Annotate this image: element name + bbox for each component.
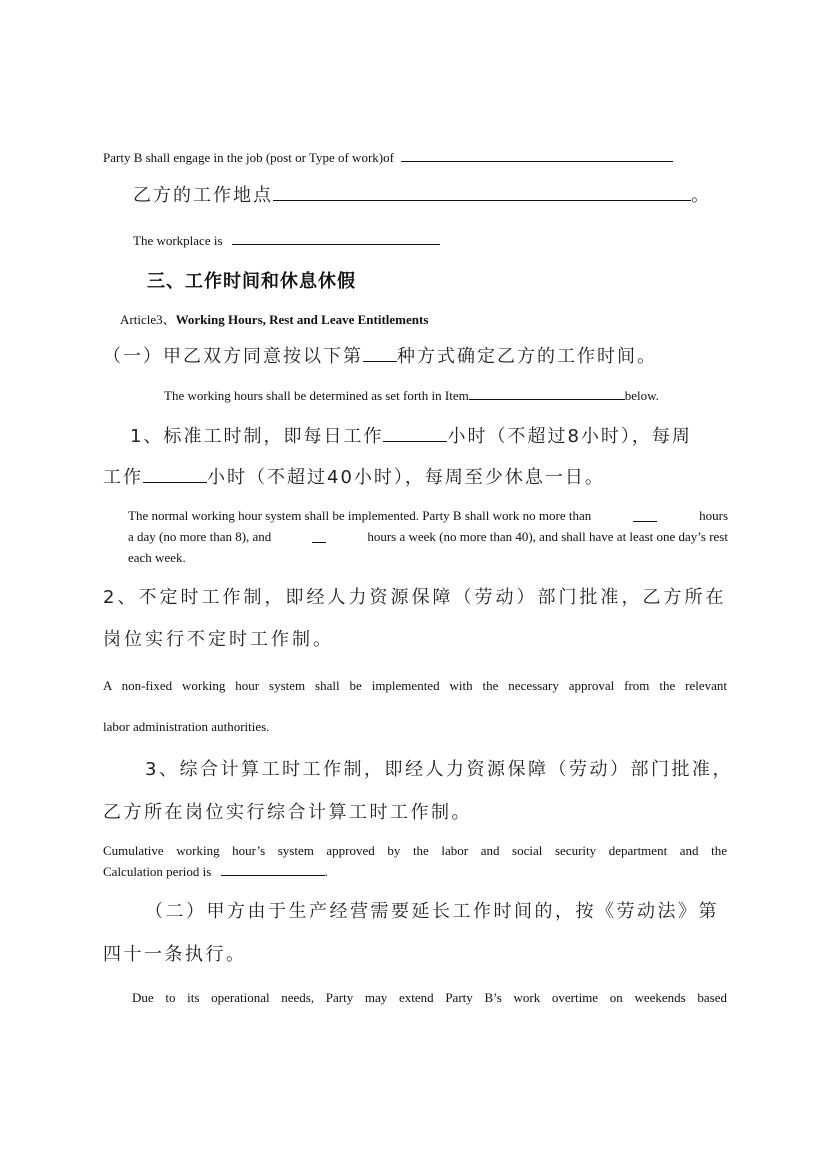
workplace-zh-blank[interactable] bbox=[273, 199, 691, 201]
nonfixed-zh-line1: 2、不定时工作制，即经人力资源保障（劳动）部门批准，乙方所在 bbox=[103, 587, 727, 608]
section-heading: 三、工作时间和休息休假 bbox=[147, 271, 356, 292]
std-zh-1a: 1、标准工时制，即每日工作 bbox=[130, 426, 384, 447]
std-zh-2b: 小时（不超过40小时），每周至少休息一日。 bbox=[207, 467, 605, 488]
std-zh-line2 bbox=[103, 466, 605, 490]
std-en-2a: a day (no more than 8), and bbox=[128, 529, 272, 544]
std-en-line2 bbox=[128, 529, 728, 545]
job-blank[interactable] bbox=[401, 160, 673, 162]
workplace-zh-line bbox=[133, 184, 711, 208]
std-en-2b: hours a week (no more than 40), and shall have at least one day’s rest bbox=[367, 529, 728, 544]
item1-zh-line bbox=[103, 345, 657, 369]
cum-en-2b: . bbox=[324, 864, 328, 879]
std-zh-line1 bbox=[130, 425, 692, 449]
item1-en-line bbox=[164, 388, 659, 404]
cum-zh-line2: 乙方所在岗位实行综合计算工时工作制。 bbox=[103, 802, 472, 823]
ot-zh-line2: 四十一条执行。 bbox=[103, 944, 247, 965]
cum-zh-line1: 3、综合计算工时工作制，即经人力资源保障（劳动）部门批准， bbox=[145, 759, 733, 780]
nonfixed-en-line1: A non-fixed working hour system shall be implemented with the necessary approval from the relevant bbox=[103, 678, 727, 693]
nonfixed-zh-line2: 岗位实行不定时工作制。 bbox=[103, 629, 334, 650]
std-en-week-blank[interactable] bbox=[312, 541, 326, 543]
article-heading bbox=[120, 312, 428, 328]
cum-en-line1: Cumulative working hour’s system approved by the labor and social security department and the bbox=[103, 843, 727, 858]
item1-zh-blank[interactable] bbox=[363, 360, 397, 362]
workplace-en-blank[interactable] bbox=[232, 243, 440, 245]
article-prefix: Article3、 bbox=[120, 312, 176, 327]
cum-en-2a: Calculation period is bbox=[103, 864, 212, 879]
article-title: Working Hours, Rest and Leave Entitlements bbox=[175, 312, 429, 327]
job-label: Party B shall engage in the job (post or Type of work)of bbox=[103, 150, 394, 165]
item1-en-blank[interactable] bbox=[469, 398, 625, 400]
weekly-hours-blank[interactable] bbox=[143, 481, 207, 483]
workplace-en-label: The workplace is bbox=[133, 233, 223, 248]
period: 。 bbox=[691, 185, 711, 206]
ot-en-line1: Due to its operational needs, Party may extend Party B’s work overtime on weekends based bbox=[132, 990, 727, 1005]
daily-hours-blank[interactable] bbox=[383, 440, 447, 442]
std-en-line3: each week. bbox=[128, 550, 186, 565]
item1-en-b: below. bbox=[624, 388, 659, 403]
std-en-day-blank[interactable] bbox=[633, 520, 657, 522]
workplace-zh-label: 乙方的工作地点 bbox=[133, 185, 273, 206]
std-zh-2a: 工作 bbox=[103, 467, 143, 488]
item1-zh-b: 种方式确定乙方的工作时间。 bbox=[397, 346, 657, 367]
calc-period-blank[interactable] bbox=[221, 874, 325, 876]
std-zh-1b: 小时（不超过8小时），每周 bbox=[447, 426, 692, 447]
item1-zh-a: （一）甲乙双方同意按以下第 bbox=[103, 346, 363, 367]
job-line bbox=[103, 150, 673, 166]
std-en-1a: The normal working hour system shall be implemented. Party B shall work no more than bbox=[128, 508, 592, 523]
std-en-1b: hours bbox=[699, 508, 728, 523]
std-en-line1 bbox=[128, 508, 728, 524]
ot-zh-line1: （二）甲方由于生产经营需要延长工作时间的，按《劳动法》第 bbox=[145, 901, 719, 922]
cum-en-line2 bbox=[103, 864, 328, 880]
nonfixed-en-line2: labor administration authorities. bbox=[103, 719, 270, 734]
item1-en-a: The working hours shall be determined as set forth in Item bbox=[164, 388, 469, 403]
workplace-en-line bbox=[133, 233, 440, 249]
